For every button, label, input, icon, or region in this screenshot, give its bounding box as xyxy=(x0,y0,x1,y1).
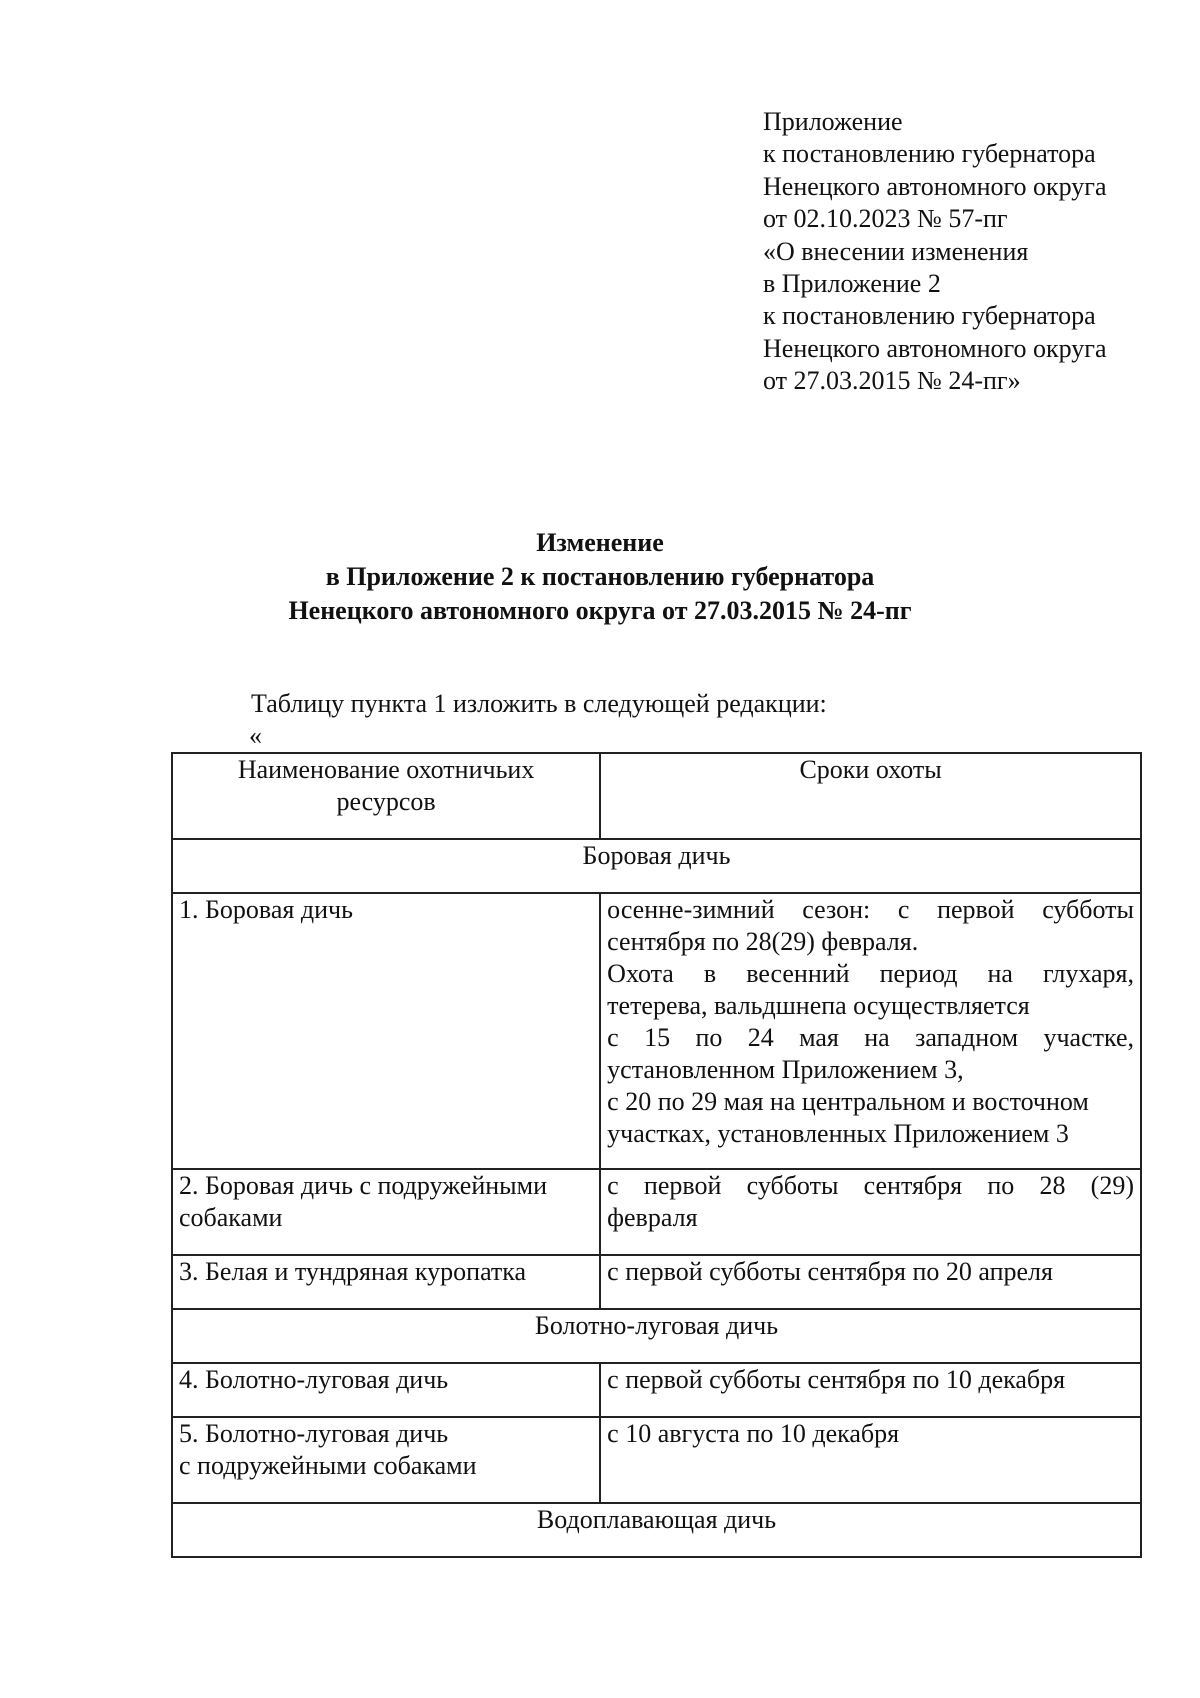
hunting-periods-table xyxy=(171,752,1142,1558)
section-row-waterfowl xyxy=(172,1503,1141,1557)
resource-name: 4. Болотно-луговая дичь xyxy=(172,1363,600,1417)
header-cell-periods: Сроки охоты xyxy=(600,753,1141,839)
section-title: Болотно-луговая дичь xyxy=(172,1309,1141,1363)
section-row-forest-game xyxy=(172,839,1141,893)
resource-name: 1. Боровая дичь xyxy=(172,893,600,1169)
instruction-text: Таблицу пункта 1 изложить в следующей редакции: xyxy=(251,689,827,718)
hunting-period: с первой субботы сентября по 10 декабря xyxy=(600,1363,1141,1417)
appendix-line: от 27.03.2015 № 24-пг» xyxy=(763,366,1021,396)
appendix-line: Ненецкого автономного округа xyxy=(763,171,1107,201)
appendix-line: от 02.10.2023 № 57-пг xyxy=(763,204,1008,234)
appendix-line: к постановлению губернатора xyxy=(763,301,1096,331)
table-row xyxy=(172,893,1141,1169)
table-row xyxy=(172,1255,1141,1309)
appendix-line: «О внесении изменения xyxy=(763,236,1029,266)
title-line-2: в Приложение 2 к постановлению губернатора xyxy=(325,562,875,591)
table-row xyxy=(172,1169,1141,1255)
resource-name: 5. Болотно-луговая дичь с подружейными собаками xyxy=(172,1417,600,1503)
appendix-line: Ненецкого автономного округа xyxy=(763,333,1107,363)
hunting-period: с первой субботы сентября по 20 апреля xyxy=(600,1255,1141,1309)
appendix-header xyxy=(763,106,1107,398)
header-cell-resources: Наименование охотничьих ресурсов xyxy=(172,753,600,839)
resource-name: 2. Боровая дичь с подружейными собаками xyxy=(172,1169,600,1255)
section-title: Боровая дичь xyxy=(172,839,1141,893)
title-line-1: Изменение xyxy=(536,528,664,557)
section-title: Водоплавающая дичь xyxy=(172,1503,1141,1557)
opening-quote: « xyxy=(249,721,262,750)
resource-name: 3. Белая и тундряная куропатка xyxy=(172,1255,600,1309)
hunting-period: с 10 августа по 10 декабря xyxy=(600,1417,1141,1503)
appendix-line: Приложение xyxy=(763,107,903,136)
table-row xyxy=(172,1417,1141,1503)
section-row-marsh-game xyxy=(172,1309,1141,1363)
table-header-row xyxy=(172,753,1141,839)
document-title xyxy=(0,526,1200,628)
hunting-period: осенне-зимний сезон: с первой субботы сентября по 28(29) февраля. Охота в весенний период на глухаря, тетерева, вальдшнепа осуществляется с 15 по 24 мая на западном участке, установленном Приложением 3, с 20 по 29 мая на центральном и восточном участках, установленных Приложением 3 xyxy=(600,893,1141,1169)
hunting-period: с первой субботы сентября по 28 (29) февраля xyxy=(600,1169,1141,1255)
appendix-line: в Приложение 2 xyxy=(763,269,941,299)
table-row xyxy=(172,1363,1141,1417)
appendix-line: к постановлению губернатора xyxy=(763,139,1096,169)
title-line-3: Ненецкого автономного округа от 27.03.2015 № 24-пг xyxy=(288,596,912,625)
